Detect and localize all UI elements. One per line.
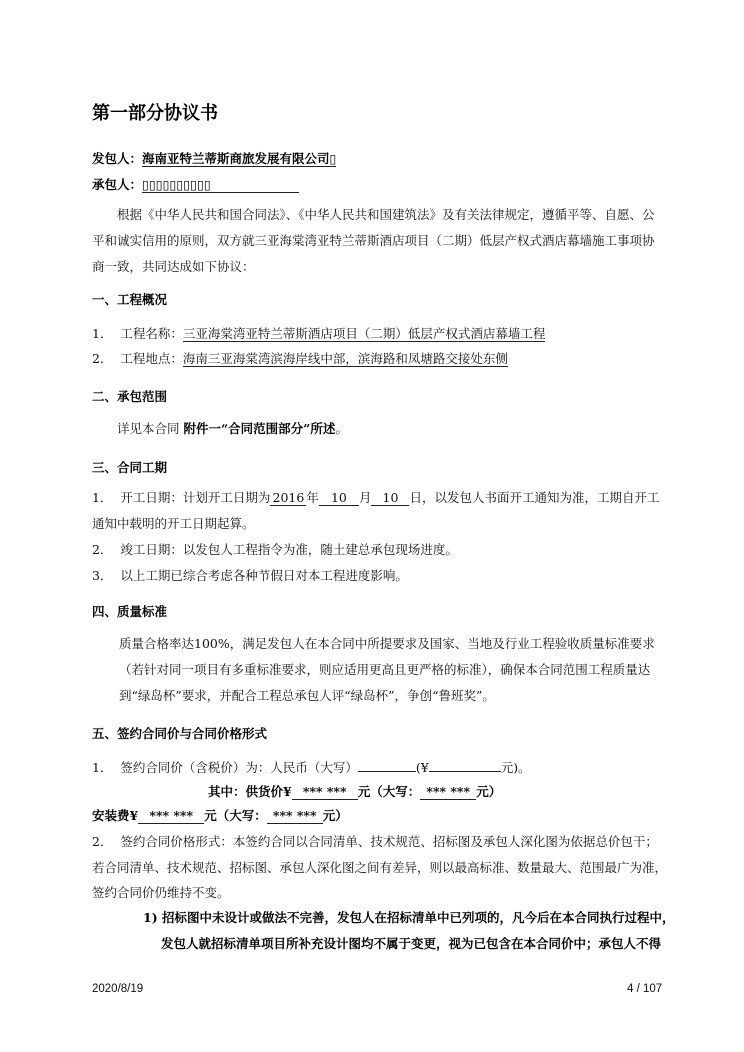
s3-item-3-num: 3． <box>92 568 113 583</box>
s5-item-1 <box>92 760 531 776</box>
employer-name: 海南亚特兰蒂斯商旅发展有限公司▯ <box>142 151 337 166</box>
footer-page-number: 4 / 107 <box>627 983 663 995</box>
install-capital: *** *** <box>267 809 323 824</box>
intro-line-1: 根据《中华人民共和国合同法》、《中华人民共和国建筑法》及有关法律规定，遵循平等、自愿、公 <box>117 207 655 222</box>
s4-line-1: 质量合格率达100%，满足发包人在本合同中所提要求及国家、当地及行业工程验收质量标准要求 <box>119 636 655 651</box>
supply-capital: *** *** <box>420 785 476 800</box>
note-line-2: 发包人就招标清单项目所补充设计图均不属于变更，视为已包含在本合同价中；承包人不得 <box>161 936 662 951</box>
employer-label: 发包人： <box>92 151 143 166</box>
s5-item-1-suffix: 元)。 <box>500 760 531 775</box>
s4-line-3: 到“绿岛杯”要求，并配合工程总承包人评“绿岛杯”，争创“鲁班奖”。 <box>119 688 495 703</box>
s2-prefix: 详见本合同 <box>117 421 184 436</box>
section-5-heading: 五、签约合同价与合同价格形式 <box>92 726 268 741</box>
install-amount: *** *** <box>138 809 204 824</box>
note-line-1: 1) 招标图中未设计或做法不完善，发包人在招标清单中已列项的，凡今后在本合同执行过程中， <box>143 910 675 925</box>
intro-line-2: 平和诚实信用的原则，双方就三亚海棠湾亚特兰蒂斯酒店项目（二期）低层产权式酒店幕墙施工事项协 <box>92 233 655 248</box>
start-month: 10 <box>319 491 359 506</box>
install-suffix: 元） <box>322 808 348 823</box>
day-unit: 日 <box>409 490 422 505</box>
s1-item-1-num: 1． <box>92 326 113 341</box>
s5-item-2-line-1 <box>92 834 658 850</box>
s4-line-2: （若针对同一项目有多重标准要求，则应适用更高且更严格的标准），确保本合同范围工程质量达 <box>119 662 651 677</box>
s5-item-2-line-2: 若合同清单、技术规范、招标图、承包人深化图之间有差异，则以最高标准、数量最大、范围最广为准， <box>92 860 668 875</box>
s3-item-3 <box>92 568 408 584</box>
project-location: 海南三亚海棠湾滨海岸线中部，滨海路和凤塘路交接处东侧 <box>182 351 508 366</box>
s2-bold: 附件一“合同范围部分”所述 <box>183 421 336 436</box>
month-unit: 月 <box>358 490 372 505</box>
s5-item-1-mid: (¥ <box>415 760 429 775</box>
supply-price-line <box>208 784 501 800</box>
contract-price-capital <box>358 771 416 772</box>
supply-mid: 元（大写： <box>357 784 421 799</box>
supply-prefix: 其中：供货价¥ <box>208 784 292 799</box>
s3-item-2-text: 竣工日期：以发包人工程指令为准，随土建总承包现场进度。 <box>120 542 458 557</box>
section-2-heading: 二、承包范围 <box>92 389 168 404</box>
year-unit: 年 <box>306 490 319 505</box>
section-4-heading: 四、质量标准 <box>92 604 168 619</box>
contractor-label: 承包人： <box>92 177 143 192</box>
s1-item-2-label: 工程地点： <box>120 351 183 366</box>
s5-item-2-line-3: 签约合同价仍维持不变。 <box>92 885 230 900</box>
s5-item-2-num: 2． <box>92 834 113 849</box>
intro-line-3: 商一致，共同达成如下协议： <box>92 259 255 274</box>
s3-item-3-text: 以上工期已综合考虑各种节假日对本工程进度影响。 <box>120 568 408 583</box>
page-title: 第一部分协议书 <box>92 103 218 124</box>
s2-suffix: 。 <box>335 421 348 436</box>
s3-item-2 <box>92 542 458 558</box>
contract-price-amount <box>429 771 501 772</box>
s3-item-1 <box>92 490 659 506</box>
s3-item-1-prefix: 开工日期：计划开工日期为 <box>120 490 271 505</box>
employer-line <box>92 151 336 167</box>
s3-item-1-line-2: 通知中载明的开工日期起算。 <box>92 516 255 531</box>
s1-item-1-label: 工程名称： <box>120 326 183 341</box>
project-name: 三亚海棠湾亚特兰蒂斯酒店项目（二期）低层产权式酒店幕墙工程 <box>182 326 546 341</box>
start-day: 10 <box>371 491 409 506</box>
s5-item-2-text: 签约合同价格形式：本签约合同以合同清单、技术规范、招标图及承包人深化图为依据总价包干； <box>120 834 658 849</box>
install-fee-line <box>92 808 348 824</box>
s3-item-1-suffix: ，以发包人书面开工通知为准，工期自开工 <box>421 490 660 505</box>
section-3-heading: 三、合同工期 <box>92 460 168 475</box>
section-1-heading: 一、工程概况 <box>92 292 168 307</box>
footer-date: 2020/8/19 <box>92 983 144 995</box>
install-mid: 元（大写： <box>204 808 267 823</box>
s3-item-1-num: 1． <box>92 490 113 505</box>
contractor-line <box>92 177 299 193</box>
contractor-name: ▯▯▯▯▯▯▯▯▯▯ <box>142 178 299 193</box>
supply-amount: *** *** <box>292 785 358 800</box>
s5-item-1-num: 1． <box>92 760 113 775</box>
start-year: 2016 <box>270 491 306 506</box>
s3-item-2-num: 2． <box>92 542 113 557</box>
install-prefix: 安装费¥ <box>92 808 139 823</box>
s2-text <box>117 421 348 437</box>
s5-item-1-prefix: 签约合同价（含税价）为：人民币（大写） <box>120 760 358 775</box>
supply-suffix: 元） <box>476 784 502 799</box>
s1-item-2-num: 2． <box>92 351 113 366</box>
s1-item-1 <box>92 326 545 342</box>
s1-item-2 <box>92 351 508 367</box>
